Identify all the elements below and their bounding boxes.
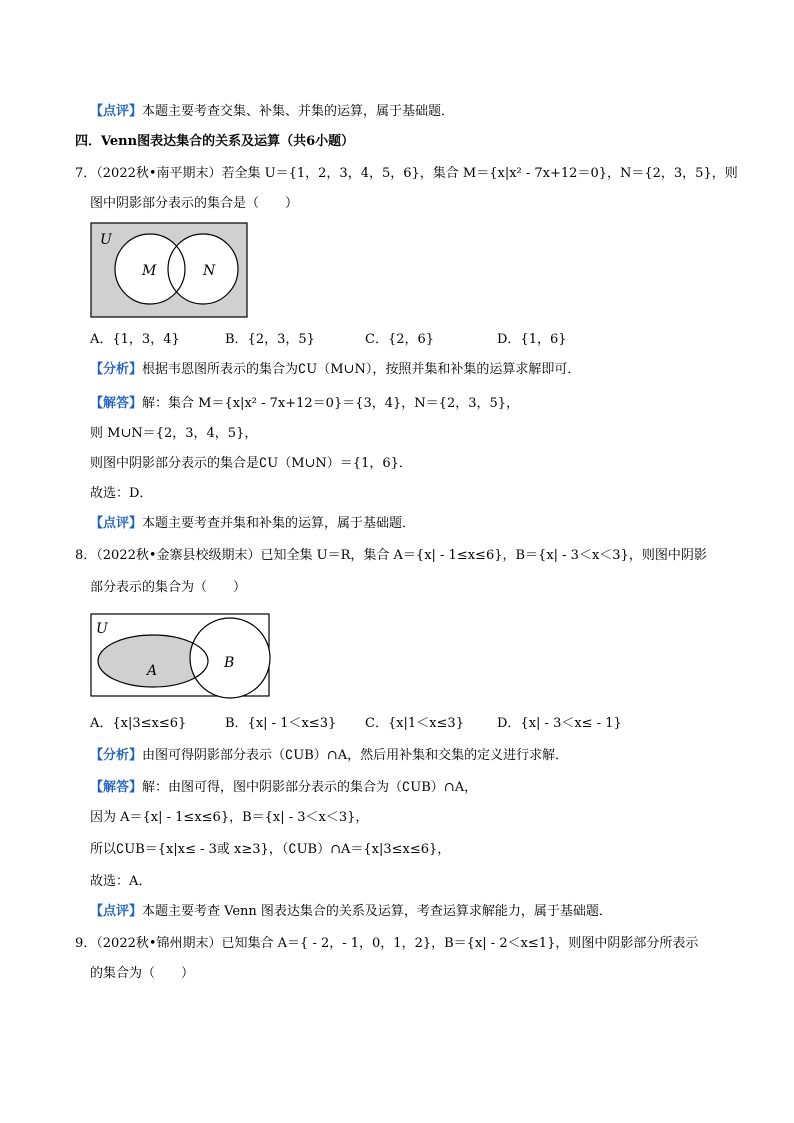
q8-venn-diagram xyxy=(90,613,272,699)
q8-answer-tag: 【解答】 xyxy=(90,780,143,795)
q7-label-m: M xyxy=(142,263,157,279)
q7-option-c: C．{2，6} xyxy=(365,332,435,347)
review-tag: 【点评】 xyxy=(90,104,143,119)
q7-answer-line4: 故选：D． xyxy=(90,486,153,501)
q7-label-u: U xyxy=(100,232,112,248)
q7-analysis-text: 根据韦恩图所表示的集合为∁U（M∪N），按照并集和补集的运算求解即可． xyxy=(142,362,581,377)
q8-answer-text1: 解：由图可得，图中阴影部分表示的集合为（∁UB）∩A， xyxy=(142,780,478,795)
q8-answer-line2: 因为 A＝{x| - 1≤x≤6}，B＝{x| - 3＜x＜3}， xyxy=(90,810,369,825)
q8-option-a: A．{x|3≤x≤6} xyxy=(90,716,187,731)
q8-label-b: B xyxy=(224,655,235,671)
q7-option-a: A．{1，3，4} xyxy=(90,332,180,347)
q8-analysis xyxy=(90,746,568,766)
q7-option-b: B．{2，3，5} xyxy=(225,332,315,347)
q7-venn-diagram xyxy=(90,222,250,320)
q9-stem-line1: 9．（2022秋•锦州期末）已知集合 A＝{ - 2，- 1，0，1，2}，B＝{x| - 2＜x≤1}，则图中阴影部分所表示 xyxy=(75,936,699,951)
q7-option-d: D．{1，6} xyxy=(497,332,567,347)
q7-analysis xyxy=(90,360,580,380)
q7-review-text: 本题主要考查并集和补集的运算，属于基础题． xyxy=(142,516,416,531)
review-text: 本题主要考查交集、补集、并集的运算，属于基础题． xyxy=(142,104,455,119)
q7-review-tag: 【点评】 xyxy=(90,516,143,531)
q8-stem-line1: 8．（2022秋•金寨县校级期末）已知全集 U＝R，集合 A＝{x| - 1≤x≤6}，B＝{x| - 3＜x＜3}，则图中阴影 xyxy=(75,548,707,563)
q9-stem-line2: 的集合为（ ） xyxy=(90,966,195,981)
q7-answer-text1: 解：集合 M＝{x|x² - 7x+12＝0}＝{3，4}，N＝{2，3，5}， xyxy=(142,396,520,411)
q8-answer-line4: 故选：A． xyxy=(90,874,152,889)
q7-answer-line2: 则 M∪N＝{2，3，4，5}， xyxy=(90,426,258,441)
q8-label-a: A xyxy=(147,663,158,679)
q7-stem-line2: 图中阴影部分表示的集合是（ ） xyxy=(90,196,299,211)
q8-review xyxy=(90,902,612,922)
q8-analysis-text: 由图可得阴影部分表示（∁UB）∩A，然后用补集和交集的定义进行求解． xyxy=(142,748,569,763)
q7-review xyxy=(90,514,415,534)
q8-stem-line2: 部分表示的集合为（ ） xyxy=(90,580,247,595)
q7-answer-line1 xyxy=(90,394,519,414)
q7-label-n: N xyxy=(203,263,216,279)
section-heading: 四．Venn图表达集合的关系及运算（共6小题） xyxy=(75,134,355,149)
q8-option-d: D．{x| - 3＜x≤ - 1} xyxy=(497,716,622,731)
q8-label-u: U xyxy=(96,621,108,637)
q7-analysis-tag: 【分析】 xyxy=(90,362,143,377)
q8-option-c: C．{x|1＜x≤3} xyxy=(365,716,464,731)
q8-review-text: 本题主要考查 Venn 图表达集合的关系及运算，考查运算求解能力，属于基础题． xyxy=(142,904,612,919)
q8-analysis-tag: 【分析】 xyxy=(90,748,143,763)
q7-answer-line3: 则图中阴影部分表示的集合是∁U（M∪N）＝{1，6}． xyxy=(90,456,412,471)
q7-stem-line1: 7．（2022秋•南平期末）若全集 U＝{1，2，3，4，5，6}，集合 M＝{x|x² - 7x+12＝0}，N＝{2，3，5}，则 xyxy=(75,166,738,181)
q8-answer-line3: 所以∁UB＝{x|x≤ - 3或 x≥3}，（∁UB）∩A＝{x|3≤x≤6}， xyxy=(90,842,451,857)
q8-answer-line1 xyxy=(90,778,477,798)
review-line-prev xyxy=(90,102,454,122)
q8-review-tag: 【点评】 xyxy=(90,904,143,919)
q8-option-b: B．{x| - 1＜x≤3} xyxy=(225,716,337,731)
q7-answer-tag: 【解答】 xyxy=(90,396,143,411)
